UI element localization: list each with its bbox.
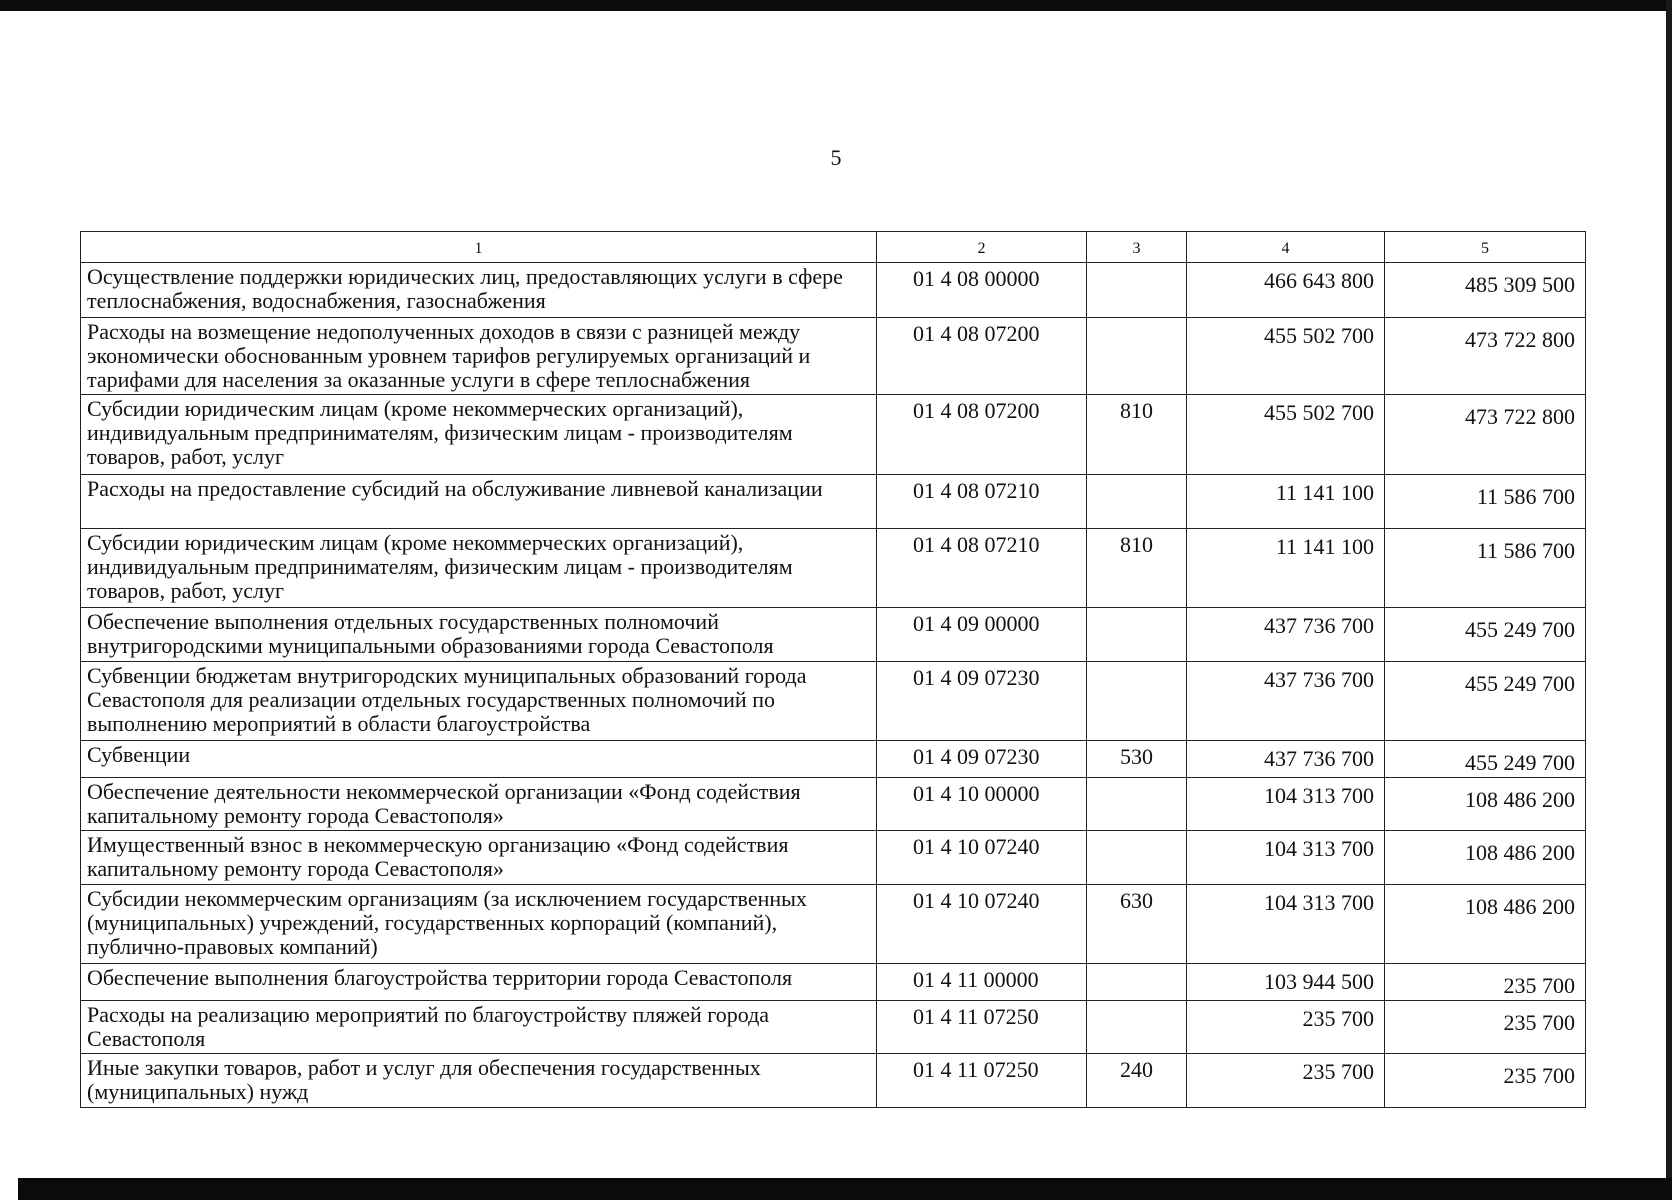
table-row xyxy=(81,964,1586,1001)
expense-name: Обеспечение деятельности некоммерческой организации «Фонд содействия капитальному ремонту города Севастополя» xyxy=(81,778,877,831)
table-row xyxy=(81,608,1586,662)
amount-col-4: 437 736 700 xyxy=(1187,662,1385,741)
budget-code: 01 4 08 07210 xyxy=(877,475,1087,529)
table-row xyxy=(81,1054,1586,1108)
amount-col-4: 455 502 700 xyxy=(1187,318,1385,395)
expense-name: Иные закупки товаров, работ и услуг для обеспечения государственных (муниципальных) нужд xyxy=(81,1054,877,1108)
expense-name: Осуществление поддержки юридических лиц, предоставляющих услуги в сфере теплоснабжения, водоснабжения, газоснабжения xyxy=(81,263,877,318)
amount-col-4: 235 700 xyxy=(1187,1001,1385,1054)
expense-type-code xyxy=(1087,964,1187,1001)
table-row xyxy=(81,475,1586,529)
budget-code: 01 4 08 07210 xyxy=(877,529,1087,608)
expense-type-code xyxy=(1087,831,1187,885)
table-row xyxy=(81,885,1586,964)
expense-name: Субсидии юридическим лицам (кроме некоммерческих организаций), индивидуальным предпринимателям, физическим лицам - производителям товаров, работ, услуг xyxy=(81,395,877,475)
table-row xyxy=(81,318,1586,395)
amount-col-5: 235 700 xyxy=(1385,1054,1586,1108)
expense-type-code xyxy=(1087,608,1187,662)
scan-border-bottom xyxy=(18,1178,1672,1200)
budget-code: 01 4 09 07230 xyxy=(877,662,1087,741)
expense-name: Обеспечение выполнения благоустройства территории города Севастополя xyxy=(81,964,877,1001)
expense-name: Имущественный взнос в некоммерческую организацию «Фонд содействия капитальному ремонту города Севастополя» xyxy=(81,831,877,885)
budget-code: 01 4 10 07240 xyxy=(877,885,1087,964)
table-row xyxy=(81,1001,1586,1054)
budget-code: 01 4 09 00000 xyxy=(877,608,1087,662)
amount-col-4: 104 313 700 xyxy=(1187,831,1385,885)
amount-col-4: 437 736 700 xyxy=(1187,741,1385,778)
amount-col-4: 11 141 100 xyxy=(1187,475,1385,529)
header-col-5: 5 xyxy=(1385,232,1586,263)
budget-code: 01 4 11 07250 xyxy=(877,1054,1087,1108)
scan-border-right xyxy=(1666,0,1672,1200)
amount-col-5: 235 700 xyxy=(1385,964,1586,1001)
amount-col-4: 104 313 700 xyxy=(1187,778,1385,831)
budget-code: 01 4 09 07230 xyxy=(877,741,1087,778)
scan-border-top xyxy=(0,0,1672,11)
budget-code: 01 4 11 07250 xyxy=(877,1001,1087,1054)
table-row xyxy=(81,778,1586,831)
amount-col-5: 485 309 500 xyxy=(1385,263,1586,318)
expense-name: Обеспечение выполнения отдельных государственных полномочий внутригородскими муниципальными образованиями города Севастополя xyxy=(81,608,877,662)
table-row xyxy=(81,395,1586,475)
table-row xyxy=(81,529,1586,608)
budget-code: 01 4 08 07200 xyxy=(877,395,1087,475)
expense-name: Расходы на реализацию мероприятий по благоустройству пляжей города Севастополя xyxy=(81,1001,877,1054)
expense-type-code xyxy=(1087,318,1187,395)
page-number: 5 xyxy=(830,145,842,170)
amount-col-5: 473 722 800 xyxy=(1385,318,1586,395)
expense-type-code xyxy=(1087,662,1187,741)
expense-type-code xyxy=(1087,778,1187,831)
table-row xyxy=(81,831,1586,885)
header-col-2: 2 xyxy=(877,232,1087,263)
expense-type-code xyxy=(1087,263,1187,318)
budget-code: 01 4 08 00000 xyxy=(877,263,1087,318)
expense-type-code: 530 xyxy=(1087,741,1187,778)
amount-col-4: 235 700 xyxy=(1187,1054,1385,1108)
budget-table xyxy=(80,231,1586,1108)
amount-col-5: 473 722 800 xyxy=(1385,395,1586,475)
amount-col-5: 455 249 700 xyxy=(1385,741,1586,778)
expense-name: Расходы на возмещение недополученных доходов в связи с разницей между экономически обоснованным уровнем тарифов регулируемых организаций и тарифами для населения за оказанные услуги в сфере теплоснабжения xyxy=(81,318,877,395)
expense-type-code: 810 xyxy=(1087,395,1187,475)
table-row xyxy=(81,263,1586,318)
budget-code: 01 4 10 00000 xyxy=(877,778,1087,831)
amount-col-5: 11 586 700 xyxy=(1385,475,1586,529)
amount-col-4: 104 313 700 xyxy=(1187,885,1385,964)
expense-name: Субвенции бюджетам внутригородских муниципальных образований города Севастополя для реализации отдельных государственных полномочий по выполнению мероприятий в области благоустройства xyxy=(81,662,877,741)
expense-type-code xyxy=(1087,1001,1187,1054)
table-row xyxy=(81,662,1586,741)
table-header-row xyxy=(81,232,1586,263)
amount-col-4: 103 944 500 xyxy=(1187,964,1385,1001)
expense-name: Расходы на предоставление субсидий на обслуживание ливневой канализации xyxy=(81,475,877,529)
expense-name: Субсидии юридическим лицам (кроме некоммерческих организаций), индивидуальным предпринимателям, физическим лицам - производителям товаров, работ, услуг xyxy=(81,529,877,608)
expense-name: Субсидии некоммерческим организациям (за исключением государственных (муниципальных) учреждений, государственных корпораций (компаний), публично-правовых компаний) xyxy=(81,885,877,964)
amount-col-5: 108 486 200 xyxy=(1385,831,1586,885)
budget-code: 01 4 10 07240 xyxy=(877,831,1087,885)
table-row xyxy=(81,741,1586,778)
amount-col-5: 455 249 700 xyxy=(1385,662,1586,741)
expense-type-code xyxy=(1087,475,1187,529)
header-col-3: 3 xyxy=(1087,232,1187,263)
amount-col-5: 235 700 xyxy=(1385,1001,1586,1054)
budget-code: 01 4 11 00000 xyxy=(877,964,1087,1001)
amount-col-4: 466 643 800 xyxy=(1187,263,1385,318)
budget-code: 01 4 08 07200 xyxy=(877,318,1087,395)
expense-type-code: 630 xyxy=(1087,885,1187,964)
expense-name: Субвенции xyxy=(81,741,877,778)
amount-col-4: 455 502 700 xyxy=(1187,395,1385,475)
amount-col-5: 108 486 200 xyxy=(1385,778,1586,831)
amount-col-4: 11 141 100 xyxy=(1187,529,1385,608)
expense-type-code: 240 xyxy=(1087,1054,1187,1108)
expense-type-code: 810 xyxy=(1087,529,1187,608)
amount-col-5: 11 586 700 xyxy=(1385,529,1586,608)
header-col-4: 4 xyxy=(1187,232,1385,263)
amount-col-5: 455 249 700 xyxy=(1385,608,1586,662)
amount-col-4: 437 736 700 xyxy=(1187,608,1385,662)
amount-col-5: 108 486 200 xyxy=(1385,885,1586,964)
header-col-1: 1 xyxy=(81,232,877,263)
